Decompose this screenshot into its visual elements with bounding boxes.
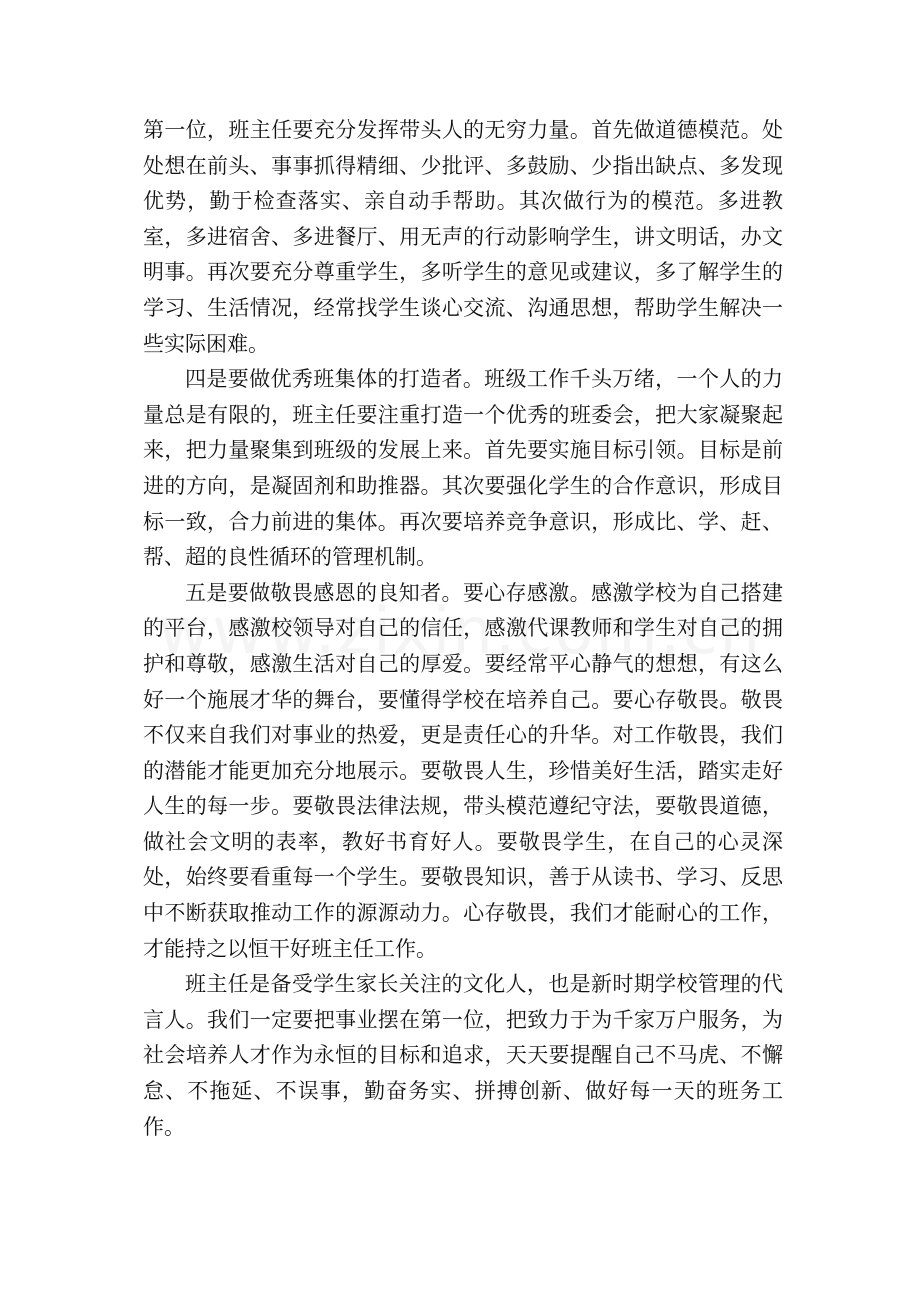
paragraph-point-five: 五是要做敬畏感恩的良知者。要心存感激。感激学校为自己搭建的平台，感激校领导对自己的信任，感激代课教师和学生对自己的拥护和尊敬，感激生活对自己的厚爱。要经常平心静气的想想，有这么好一个施展才华的舞台，要懂得学校在培养自己。要心存敬畏。敬畏不仅来自我们对事业的热爱，更是责任心的升华。对工作敬畏，我们的潜能才能更加充分地展示。要敬畏人生，珍惜美好生活，踏实走好人生的每一步。要敬畏法律法规，带头模范遵纪守法，要敬畏道德，做社会文明的表率，教好书育好人。要敬畏学生，在自己的心灵深处，始终要看重每一个学生。要敬畏知识，善于从读书、学习、反思中不断获取推动工作的源源动力。心存敬畏，我们才能耐心的工作，才能持之以恒干好班主任工作。 [143, 580, 783, 961]
document-body [143, 113, 783, 1145]
paragraph-conclusion: 班主任是备受学生家长关注的文化人，也是新时期学校管理的代言人。我们一定要把事业摆在第一位，把致力于为千家万户服务，为社会培养人才作为永恒的目标和追求，天天要提醒自己不马虎、不懈怠、不拖延、不误事，勤奋务实、拼搏创新、做好每一天的班务工作。 [143, 972, 783, 1139]
paragraph-continuation: 第一位，班主任要充分发挥带头人的无穷力量。首先做道德模范。处处想在前头、事事抓得精细、少批评、多鼓励、少指出缺点、多发现优势，勤于检查落实、亲自动手帮助。其次做行为的模范。多进教室，多进宿舍、多进餐厅、用无声的行动影响学生，讲文明话，办文明事。再次要充分尊重学生，多听学生的意见或建议，多了解学生的学习、生活情况，经常找学生谈心交流、沟通思想，帮助学生解决一些实际困难。 [143, 118, 783, 356]
paragraph-point-four: 四是要做优秀班集体的打造者。班级工作千头万绪，一个人的力量总是有限的，班主任要注重打造一个优秀的班委会，把大家凝聚起来，把力量聚集到班级的发展上来。首先要实施目标引领。目标是前进的方向，是凝固剂和助推器。其次要强化学生的合作意识，形成目标一致，合力前进的集体。再次要培养竞争意识，形成比、学、赶、帮、超的良性循环的管理机制。 [143, 367, 783, 570]
